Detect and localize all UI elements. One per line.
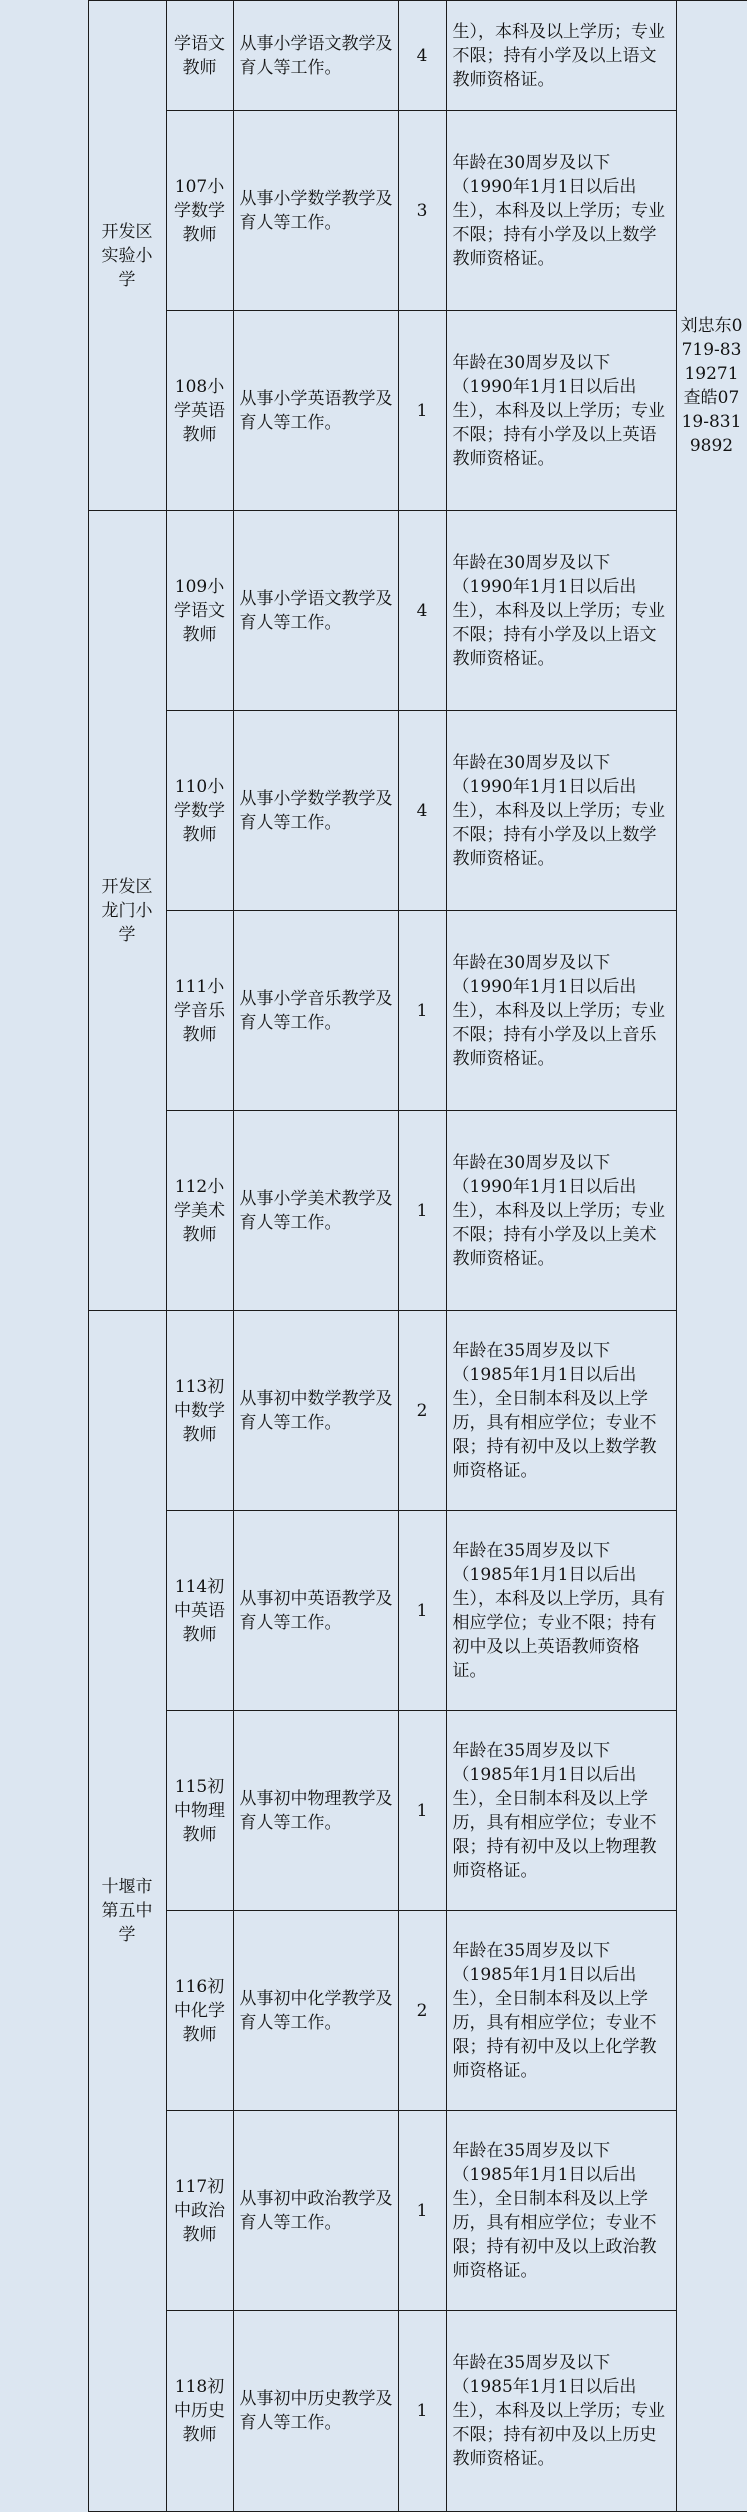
count-cell: 3 (398, 111, 446, 311)
position-cell: 108小学英语教师 (166, 311, 233, 511)
position-cell: 110小学数学教师 (166, 711, 233, 911)
requirement-cell: 年龄在30周岁及以下（1990年1月1日以后出生），本科及以上学历；专业不限；持有小学及以上音乐教师资格证。 (446, 911, 676, 1111)
position-cell: 107小学数学教师 (166, 111, 233, 311)
duty-cell: 从事初中数学教学及育人等工作。 (233, 1311, 398, 1511)
requirement-cell: 年龄在35周岁及以下（1985年1月1日以后出生），本科及以上学历；专业不限；持有初中及以上历史教师资格证。 (446, 2311, 676, 2512)
count-cell: 1 (398, 311, 446, 511)
duty-cell: 从事小学美术教学及育人等工作。 (233, 1111, 398, 1311)
unit-cell: 开发区实验小学 (88, 1, 166, 511)
table-row (0, 1311, 747, 1511)
unit-cell: 十堰市第五中学 (88, 1311, 166, 2512)
count-cell: 1 (398, 1111, 446, 1311)
requirement-cell: 年龄在30周岁及以下（1990年1月1日以后出生），本科及以上学历；专业不限；持有小学及以上语文教师资格证。 (446, 511, 676, 711)
unit-cell: 开发区龙门小学 (88, 511, 166, 1311)
position-cell: 115初中物理教师 (166, 1711, 233, 1911)
count-cell: 4 (398, 1, 446, 111)
count-cell: 1 (398, 2111, 446, 2311)
requirement-cell: 年龄在35周岁及以下（1985年1月1日以后出生），本科及以上学历，具有相应学位；专业不限；持有初中及以上英语教师资格证。 (446, 1511, 676, 1711)
count-cell: 4 (398, 711, 446, 911)
requirement-cell: 生），本科及以上学历；专业不限；持有小学及以上语文教师资格证。 (446, 1, 676, 111)
duty-cell: 从事小学数学教学及育人等工作。 (233, 711, 398, 911)
contact-cell (676, 1, 747, 2512)
requirement-cell: 年龄在35周岁及以下（1985年1月1日以后出生），全日制本科及以上学历，具有相应学位；专业不限；持有初中及以上化学教师资格证。 (446, 1911, 676, 2111)
table-row (0, 511, 747, 711)
requirement-cell: 年龄在35周岁及以下（1985年1月1日以后出生），全日制本科及以上学历，具有相应学位；专业不限；持有初中及以上数学教师资格证。 (446, 1311, 676, 1511)
count-cell: 4 (398, 511, 446, 711)
duty-cell: 从事初中政治教学及育人等工作。 (233, 2111, 398, 2311)
duty-cell: 从事初中历史教学及育人等工作。 (233, 2311, 398, 2512)
contact-text: 刘忠东0719-8319271查皓0719-8319892 (680, 316, 743, 456)
position-cell: 112小学美术教师 (166, 1111, 233, 1311)
count-cell: 2 (398, 1311, 446, 1511)
position-cell: 118初中历史教师 (166, 2311, 233, 2512)
duty-cell: 从事小学英语教学及育人等工作。 (233, 311, 398, 511)
duty-cell: 从事小学语文教学及育人等工作。 (233, 1, 398, 111)
left-margin-cell (0, 1, 88, 2512)
count-cell: 1 (398, 1711, 446, 1911)
count-cell: 1 (398, 1511, 446, 1711)
requirement-cell: 年龄在35周岁及以下（1985年1月1日以后出生），全日制本科及以上学历，具有相应学位；专业不限；持有初中及以上政治教师资格证。 (446, 2111, 676, 2311)
count-cell: 2 (398, 1911, 446, 2111)
requirement-cell: 年龄在30周岁及以下（1990年1月1日以后出生），本科及以上学历；专业不限；持有小学及以上美术教师资格证。 (446, 1111, 676, 1311)
position-cell: 111小学音乐教师 (166, 911, 233, 1111)
requirement-cell: 年龄在30周岁及以下（1990年1月1日以后出生），本科及以上学历；专业不限；持有小学及以上英语教师资格证。 (446, 311, 676, 511)
requirement-cell: 年龄在35周岁及以下（1985年1月1日以后出生），全日制本科及以上学历，具有相应学位；专业不限；持有初中及以上物理教师资格证。 (446, 1711, 676, 1911)
count-cell: 1 (398, 911, 446, 1111)
duty-cell: 从事小学语文教学及育人等工作。 (233, 511, 398, 711)
position-cell: 学语文教师 (166, 1, 233, 111)
position-cell: 109小学语文教师 (166, 511, 233, 711)
table-row (0, 1, 747, 111)
position-cell: 116初中化学教师 (166, 1911, 233, 2111)
duty-cell: 从事小学数学教学及育人等工作。 (233, 111, 398, 311)
position-cell: 113初中数学教师 (166, 1311, 233, 1511)
requirement-cell: 年龄在30周岁及以下（1990年1月1日以后出生），本科及以上学历；专业不限；持有小学及以上数学教师资格证。 (446, 711, 676, 911)
position-cell: 117初中政治教师 (166, 2111, 233, 2311)
position-cell: 114初中英语教师 (166, 1511, 233, 1711)
duty-cell: 从事初中化学教学及育人等工作。 (233, 1911, 398, 2111)
duty-cell: 从事初中物理教学及育人等工作。 (233, 1711, 398, 1911)
duty-cell: 从事初中英语教学及育人等工作。 (233, 1511, 398, 1711)
requirement-cell: 年龄在30周岁及以下（1990年1月1日以后出生），本科及以上学历；专业不限；持有小学及以上数学教师资格证。 (446, 111, 676, 311)
duty-cell: 从事小学音乐教学及育人等工作。 (233, 911, 398, 1111)
count-cell: 1 (398, 2311, 446, 2512)
